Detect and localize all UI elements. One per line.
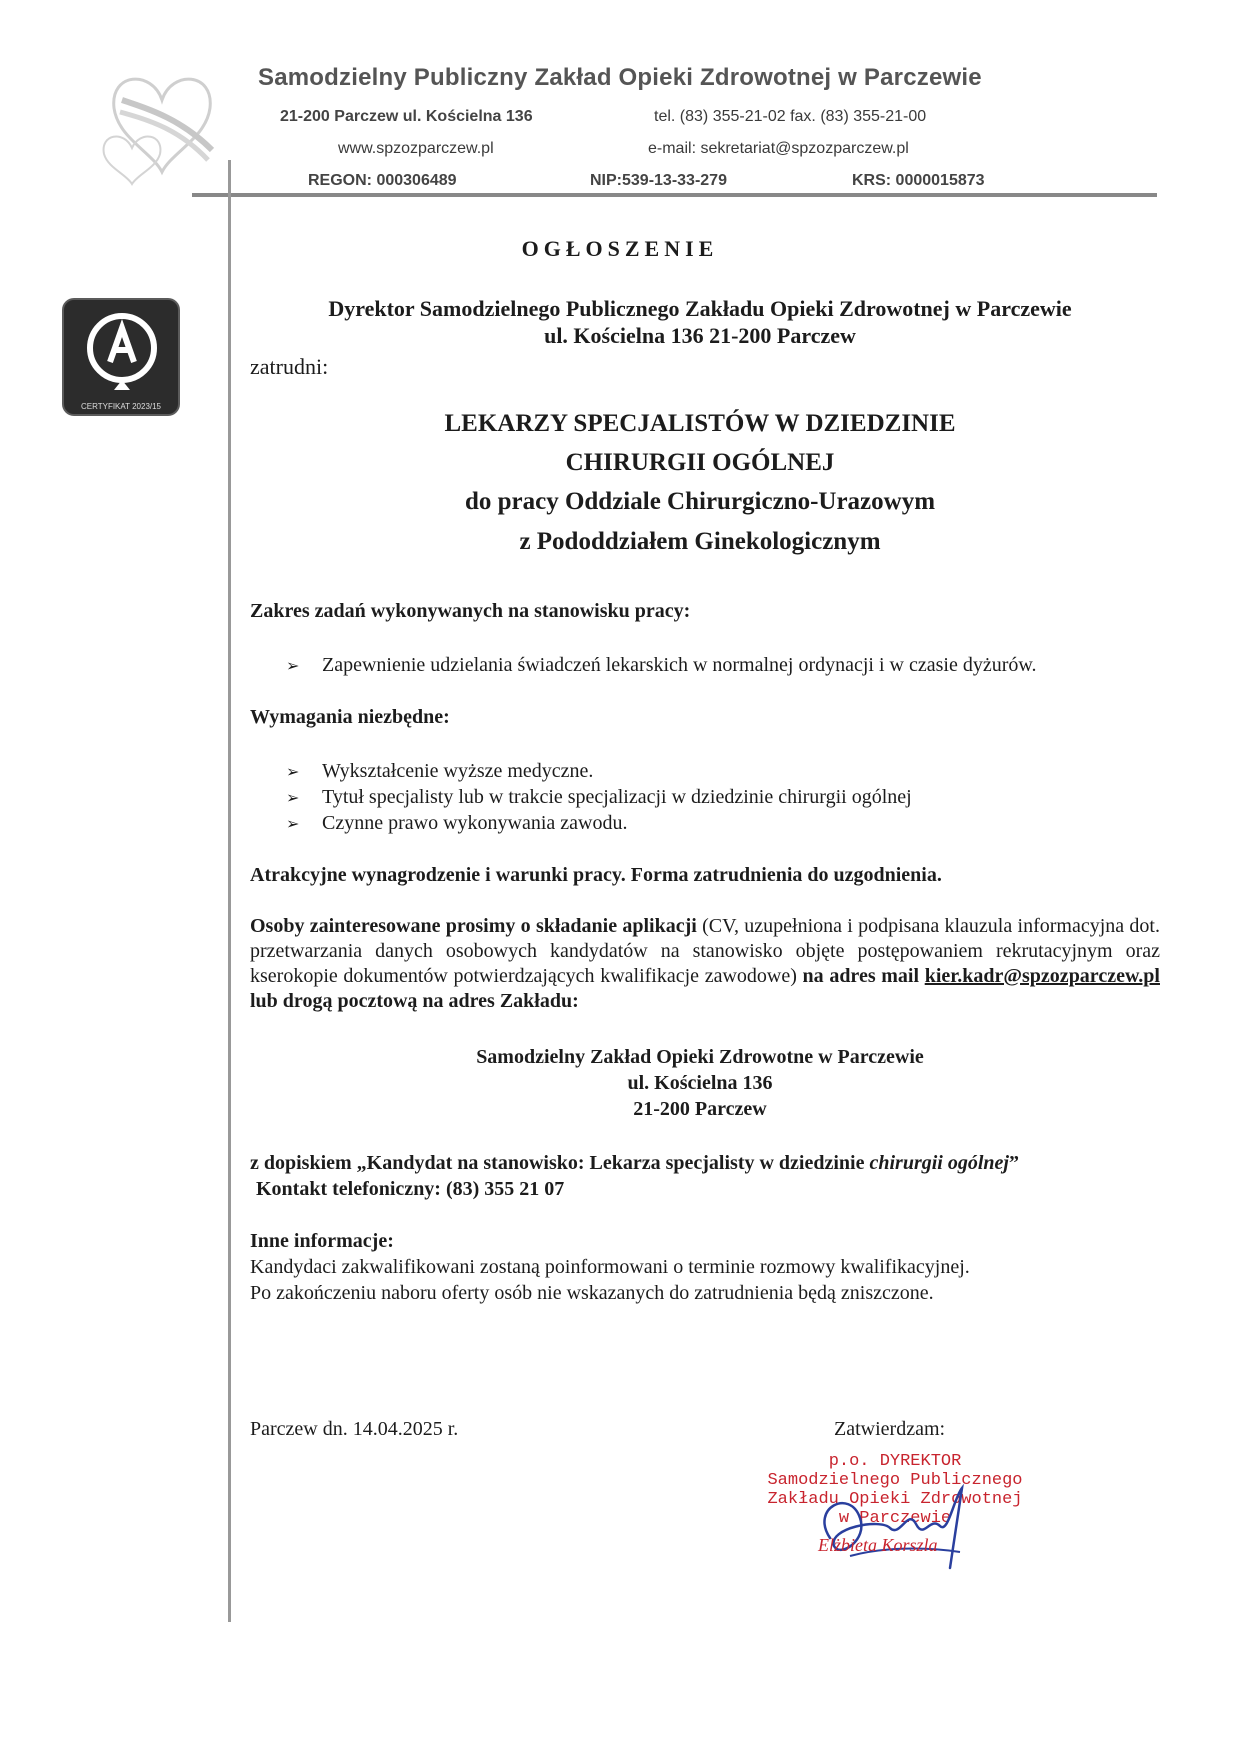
list-item <box>286 786 912 809</box>
address-line-1: Samodzielny Zakład Opieki Zdrowotne w Parczewie <box>476 1046 924 1068</box>
lead-line-1: Dyrektor Samodzielnego Publicznego Zakładu Opieki Zdrowotnej w Parczewie <box>328 296 1072 321</box>
list-item <box>286 654 1037 677</box>
handwritten-signature <box>790 1468 990 1578</box>
signer-name: Elżbieta Korszla <box>818 1535 938 1555</box>
stamp-line-1: p.o. DYREKTOR <box>828 1452 962 1471</box>
requirements-heading: Wymagania niezbędne: <box>250 706 450 728</box>
address-line-3: 21-200 Parczew <box>633 1098 767 1120</box>
scope-heading: Zakres zadań wykonywanych na stanowisku pracy: <box>250 600 691 622</box>
mark-prefix: z dopiskiem „Kandydat na stanowisko: Lekarza specjalisty w dziedzinie <box>250 1152 870 1174</box>
org-name: Samodzielny Publiczny Zakład Opieki Zdrowotnej w Parczewie <box>258 64 982 91</box>
page-title: OGŁOSZENIE <box>521 236 719 261</box>
org-email[interactable]: e-mail: sekretariat@spzozparczew.pl <box>648 140 909 157</box>
list-item-text: Wykształcenie wyższe medyczne. <box>322 760 594 782</box>
job-title-line-4: z Pododdziałem Ginekologicznym <box>519 528 881 555</box>
application-bold-end: lub drogą pocztową na adres Zakładu: <box>250 990 579 1012</box>
quality-q-icon <box>78 306 166 394</box>
mark-italic: chirurgii ogólnej <box>869 1152 1009 1174</box>
heart-logo-icon <box>92 60 232 190</box>
header-rule <box>192 193 1157 197</box>
margin-rule <box>228 160 231 1622</box>
job-title-line-1: LEKARZY SPECJALISTÓW W DZIEDZINIE <box>444 410 956 437</box>
org-krs: KRS: 0000015873 <box>852 172 985 189</box>
list-item-text: Czynne prawo wykonywania zawodu. <box>322 812 628 834</box>
list-item-text: Zapewnienie udzielania świadczeń lekarskich w normalnej ordynacji i w czasie dyżurów. <box>322 654 1037 676</box>
org-address: 21-200 Parczew ul. Kościelna 136 <box>280 108 533 125</box>
job-title-line-2: CHIRURGII OGÓLNEJ <box>565 449 835 476</box>
document-date: Parczew dn. 14.04.2025 r. <box>250 1418 459 1440</box>
other-info-line-1: Kandydaci zakwalifikowani zostaną poinformowani o terminie rozmowy kwalifikacyjnej. <box>250 1256 970 1278</box>
stamp-line-3: Zakładu Opieki Zdrowotnej <box>767 1490 1023 1509</box>
address-line-2: ul. Kościelna 136 <box>627 1072 773 1094</box>
org-phone-fax: tel. (83) 355-21-02 fax. (83) 355-21-00 <box>654 108 927 125</box>
other-info-line-2: Po zakończeniu naboru oferty osób nie wskazanych do zatrudnienia będą zniszczone. <box>250 1282 934 1304</box>
job-title-line-3: do pracy Oddziale Chirurgiczno-Urazowym <box>464 488 936 515</box>
org-regon: REGON: 000306489 <box>308 172 457 189</box>
arrow-bullet-icon: ➢ <box>286 814 300 833</box>
mark-suffix: ” <box>1008 1152 1019 1174</box>
stamp-line-4: w Parczewie <box>838 1509 952 1528</box>
stamp-line-2: Samodzielnego Publicznego <box>767 1471 1023 1490</box>
list-item <box>286 812 627 835</box>
hire-word: zatrudni: <box>250 354 329 379</box>
lead-line-2: ul. Kościelna 136 21-200 Parczew <box>544 323 856 348</box>
certificate-caption: CERTYFIKAT 2023/15 <box>80 402 162 411</box>
quality-certificate-logo <box>62 298 180 416</box>
arrow-bullet-icon: ➢ <box>286 788 300 807</box>
application-email-link[interactable]: kier.kadr@spzozparczew.pl <box>924 965 1160 987</box>
application-bold-start: Osoby zainteresowane prosimy o składanie aplikacji <box>250 915 697 937</box>
org-nip: NIP:539-13-33-279 <box>590 172 727 189</box>
approve-label: Zatwierdzam: <box>834 1418 946 1440</box>
application-text: (CV, uzupełniona i podpisana klauzula informacyjna dot. przetwarzania danych osobowych kandydatów na stanowisko objęte postępowaniem rekrutacyjnym oraz kserokopie dokumentów potwierdzających kwalifikacje zawodowe) <box>250 915 1160 987</box>
application-mark <box>250 1152 1019 1175</box>
org-website[interactable]: www.spzozparczew.pl <box>338 140 494 157</box>
arrow-bullet-icon: ➢ <box>286 656 300 675</box>
list-item-text: Tytuł specjalisty lub w trakcie specjalizacji w dziedzinie chirurgii ogólnej <box>322 786 912 808</box>
arrow-bullet-icon: ➢ <box>286 762 300 781</box>
contact-phone: Kontakt telefoniczny: (83) 355 21 07 <box>256 1178 565 1200</box>
other-info-heading: Inne informacje: <box>250 1230 394 1252</box>
application-bold-mid: na adres mail <box>802 965 925 987</box>
list-item <box>286 760 593 783</box>
application-paragraph <box>250 914 1160 1014</box>
offer-text: Atrakcyjne wynagrodzenie i warunki pracy. Forma zatrudnienia do uzgodnienia. <box>250 864 942 886</box>
